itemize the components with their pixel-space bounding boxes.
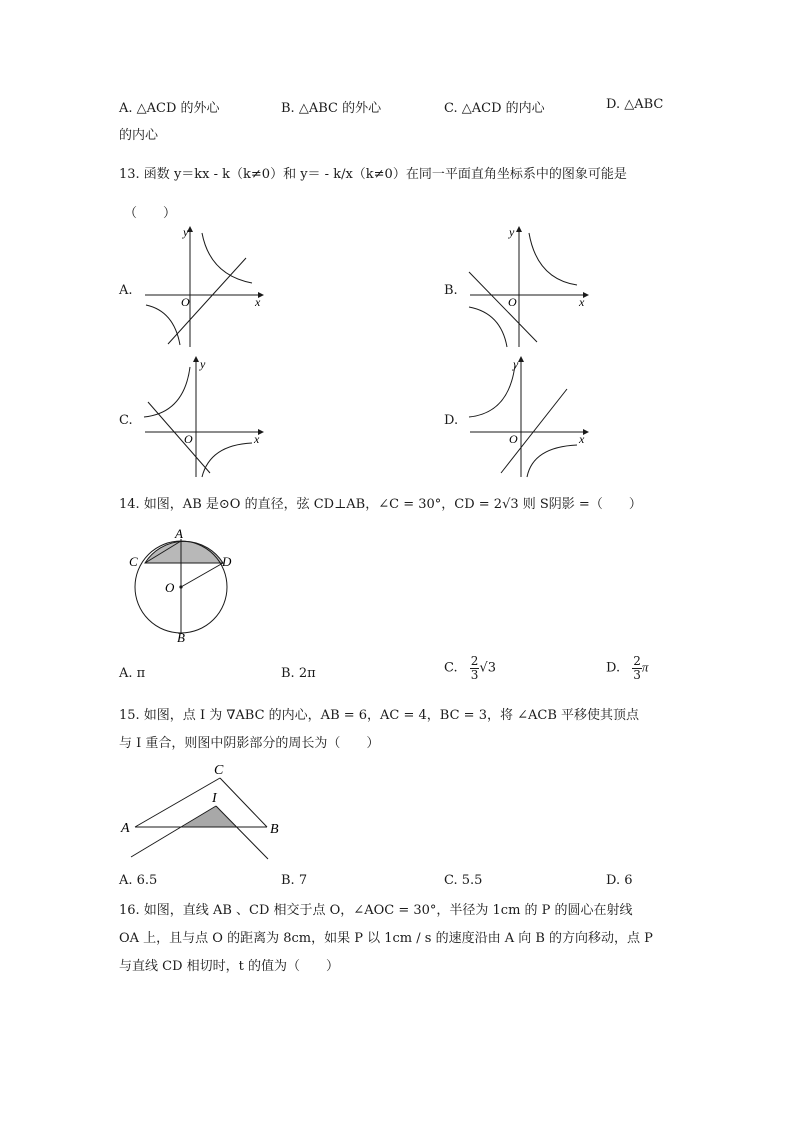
point-a-label: A [121,821,130,836]
origin-label: O [181,295,190,309]
y-axis-label: y [509,225,515,239]
q12-option-c: C. △ACD 的内心 [444,101,545,116]
q13-label-a: A. [119,283,133,298]
q16-stem-line2: OA 上，且与点 O 的距离为 8cm，如果 P 以 1cm / s 的速度沿由 A 向 B 的方向移动，点 P [119,931,653,946]
point-c-label: C [214,763,224,778]
x-axis-label: x [579,295,585,309]
q15-option-d: D. 6 [606,873,633,888]
q14-circle-figure [125,525,240,645]
q13-graph-d [465,355,590,480]
q15-option-c: C. 5.5 [444,873,483,888]
q12-option-d: D. △ABC [606,97,664,112]
q12-option-d-continued: 的内心 [119,128,159,143]
origin-label: O [509,432,518,446]
q16-stem-line3: 与直线 CD 相切时，t 的值为（ ） [119,959,339,974]
q13-stem: 13. 函数 y＝kx - k（k≠0）和 y＝ - k/x（k≠0）在同一平面直角坐标系中的图象可能是 [119,167,627,182]
q13-label-d: D. [444,413,459,428]
q15-option-a: A. 6.5 [119,873,158,888]
q15-stem-line1: 15. 如图，点 I 为 ∇ABC 的内心，AB = 6，AC = 4，BC = 3，将 ∠ACB 平移使其顶点 [119,708,640,723]
x-axis-label: x [579,432,585,446]
point-d-label: D [222,554,232,569]
origin-label: O [184,432,193,446]
point-b-label: B [177,630,185,645]
q12-option-b: B. △ABC 的外心 [281,101,382,116]
q12-option-a: A. △ACD 的外心 [119,101,220,116]
q13-graph-c [140,355,265,480]
q14-option-b: B. 2π [281,666,316,681]
y-axis-label: y [513,357,519,371]
point-o-label: O [165,580,175,595]
x-axis-label: x [254,432,260,446]
point-c-label: C [129,554,138,569]
q16-stem-line1: 16. 如图，直线 AB 、CD 相交于点 O，∠AOC = 30°，半径为 1cm 的 P 的圆心在射线 [119,903,633,918]
q14-stem: 14. 如图，AB 是⊙O 的直径，弦 CD⊥AB，∠C = 30°，CD = 2√3 则 S阴影 =（ ） [119,497,642,512]
y-axis-label: y [183,225,189,239]
point-a-label: A [175,526,183,541]
q14-option-c: C. $\frac{2}{3}$ √3 [444,654,496,682]
q14-option-a: A. π [119,666,146,681]
q13-graph-a [140,225,265,350]
shaded-triangle [182,806,236,827]
q13-answer-paren: （ ） [124,206,177,221]
q14-option-d: D. $\frac{2}{3}$ π [606,654,649,682]
q13-label-c: C. [119,413,133,428]
y-axis-label: y [200,357,206,371]
q13-label-b: B. [444,283,458,298]
q15-stem-line2: 与 I 重合，则图中阴影部分的周长为（ ） [119,736,380,751]
q13-graph-b [465,225,590,350]
q15-triangle-figure [118,758,288,863]
origin-label: O [508,295,517,309]
x-axis-label: x [255,295,261,309]
q15-option-b: B. 7 [281,873,308,888]
point-i-label: I [212,791,217,806]
point-b-label: B [270,822,279,837]
